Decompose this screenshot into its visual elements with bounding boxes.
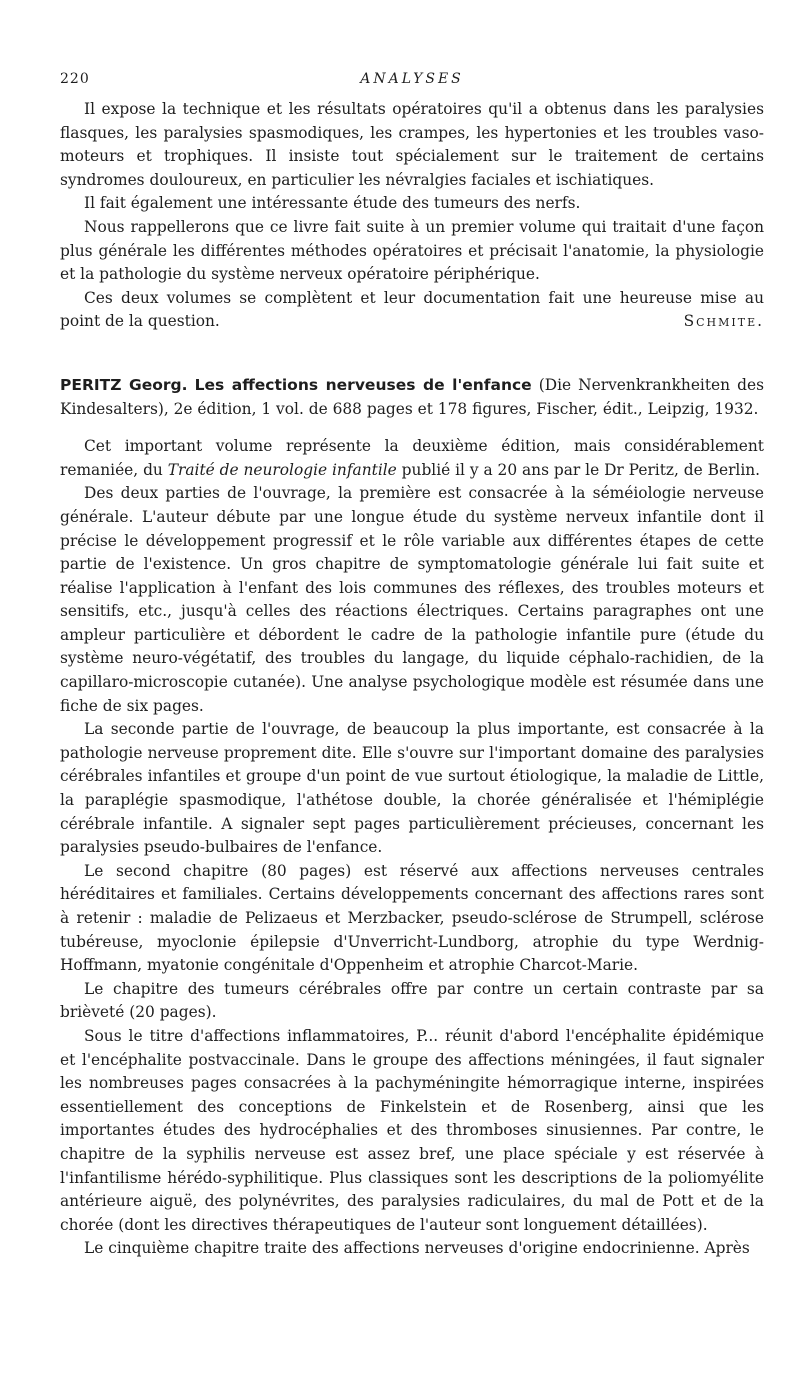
review-2-paragraph — [60, 435, 764, 482]
review-1-paragraph: Il expose la technique et les résultats opératoires qu'il a obtenus dans les paralysies flasques, les paralysies spasmodiques, les crampes, les hypertonies et les troubles vaso-moteurs et trophiques. Il insiste tout spécialement sur le traitement de certains syndromes douloureux, en particulier les névralgies faciales et ischiatiques. — [60, 100, 764, 189]
entry-heading — [60, 374, 764, 421]
review-1 — [60, 98, 764, 334]
page-number: 220 — [60, 71, 90, 87]
review-2-paragraph: Des deux parties de l'ouvrage, la première est consacrée à la séméiologie nerveuse générale. L'auteur débute par une longue étude du système nerveux infantile dont il précise le développement progressif et le rôle variable aux différentes étapes de cette partie de l'existence. Un gros chapitre de symptomatologie générale lui fait suite et réalise l'application à l'enfant des lois communes des réflexes, des troubles moteurs et sensitifs, etc., jusqu'à celles des réactions électriques. Certains paragraphes ont une ampleur particulière et débordent le cadre de la pathologie infantile pure (étude du système neuro-végétatif, des troubles du langage, du liquide céphalo-rachidien, de la capillaro-microscopie cutanée). Une analyse psychologique modèle est résumée dans une fiche de six pages. — [60, 484, 764, 715]
review-1-last-text: Ces deux volumes se complètent et leur documentation fait une heureuse mise au point de la question. — [60, 288, 764, 331]
cited-work-title: Traité de neurologie infantile — [167, 460, 397, 479]
review-2-p1-text: Cet important volume représente la deuxième édition, mais considérablement remaniée, du — [60, 437, 764, 479]
running-head — [60, 68, 764, 98]
section-title: ANALYSES — [360, 71, 464, 87]
entry-title: Les affections nerveuses de l'enfance — [194, 375, 532, 394]
review-2-paragraph: Le chapitre des tumeurs cérébrales offre par contre un certain contraste par sa brièveté (20 pages). — [60, 979, 764, 1022]
review-2-paragraph: Sous le titre d'affections inflammatoires, P... réunit d'abord l'encéphalite épidémique et l'encéphalite postvaccinale. Dans le groupe des affections méningées, il faut signaler les nombreuses pages consacrées à la pachyméningite hémorragique interne, inspirées essentiellement des conceptions de Finkelstein et de Rosenberg, ainsi que les importantes études des hydrocéphalies et des thromboses sinusiennes. Par contre, le chapitre de la syphilis nerveuse est assez bref, une place spéciale y est réservée à l'infantilisme hérédo-syphilitique. Plus classiques sont les descriptions de la poliomyélite antérieure aiguë, des polynévrites, des paralysies radiculaires, du mal de Pott et de la chorée (dont les directives thérapeutiques de l'auteur sont longuement détaillées). — [60, 1026, 764, 1234]
review-2-p1-text-end: publié il y a 20 ans par le Dr Peritz, de Berlin. — [396, 460, 761, 479]
entry-author: PERITZ Georg. — [60, 375, 188, 394]
reviewer-signature: Schmite. — [683, 312, 764, 331]
review-2 — [60, 435, 764, 1261]
review-1-paragraph: Il fait également une intéressante étude des tumeurs des nerfs. — [84, 194, 581, 213]
review-2-paragraph: La seconde partie de l'ouvrage, de beaucoup la plus importante, est consacrée à la pathologie nerveuse proprement dite. Elle s'ouvre sur l'important domaine des paralysies cérébrales infantiles et groupe d'un point de vue surtout étiologique, la maladie de Little, la paraplégie spasmodique, l'athétose double, la chorée généralisée et l'hémiplégie cérébrale infantile. A signaler sept pages particulièrement précieuses, concernant les paralysies pseudo-bulbaires de l'enfance. — [60, 720, 764, 857]
review-2-paragraph: Le second chapitre (80 pages) est réservé aux affections nerveuses centrales héréditaires et familiales. Certains développements concernant des affections rares sont à retenir : maladie de Pelizaeus et Merzbacker, pseudo-sclérose de Strumpell, sclérose tubéreuse, myoclonie épilepsie d'Unverricht-Lundborg, atrophie du type Werdnig-Hoffmann, myatonie congénitale d'Oppenheim et atrophie Charcot-Marie. — [60, 861, 764, 975]
entry-citation: (Die Nervenkrankheiten des Kindesalters), 2e édition, 1 vol. de 688 pages et 178 figures, Fischer, édit., Leipzig, 1932. — [60, 375, 764, 418]
review-1-paragraph: Nous rappellerons que ce livre fait suite à un premier volume qui traitait d'une façon plus générale les différentes méthodes opératoires et précisait l'anatomie, la physiologie et la pathologie du système nerveux opératoire périphérique. — [60, 217, 764, 284]
review-1-last-paragraph — [60, 287, 764, 334]
review-2-paragraph: Le cinquième chapitre traite des affections nerveuses d'origine endocrinienne. Après — [84, 1239, 750, 1258]
